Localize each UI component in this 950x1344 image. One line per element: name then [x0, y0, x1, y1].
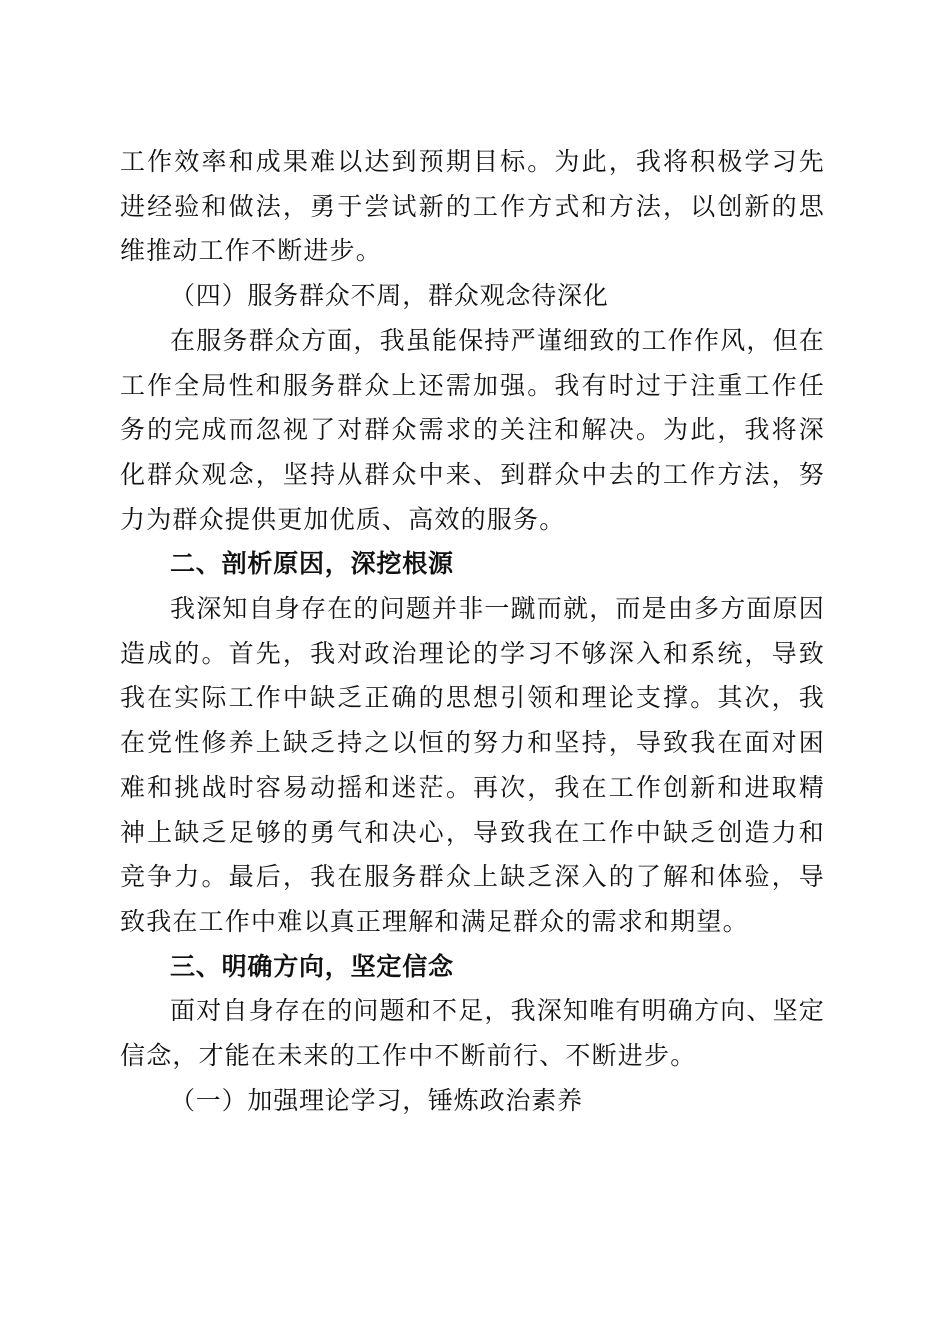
- subheading-serve-masses: （四）服务群众不周，群众观念待深化: [170, 281, 609, 311]
- paragraph-work-efficiency: 工作效率和成果难以达到预期目标。为此，我将积极学习先进经验和做法，勇于尝试新的工作方式和方法，以创新的思维推动工作不断进步。: [120, 147, 825, 266]
- document-body: [120, 140, 825, 1123]
- section-heading-direction: 三、明确方向，坚定信念: [170, 951, 454, 981]
- paragraph-serve-masses: 在服务群众方面，我虽能保持严谨细致的工作作风，但在工作全局性和服务群众上还需加强。我有时过于注重工作任务的完成而忽视了对群众需求的关注和解决。为此，我将深化群众观念，坚持从群众中来、到群众中去的工作方法，努力为群众提供更加优质、高效的服务。: [120, 325, 826, 534]
- paragraph-direction: 面对自身存在的问题和不足，我深知唯有明确方向、坚定信念，才能在未来的工作中不断前行、不断进步。: [120, 996, 826, 1071]
- paragraph-causes: 我深知自身存在的问题并非一蹴而就，而是由多方面原因造成的。首先，我对政治理论的学习不够深入和系统，导致我在实际工作中缺乏正确的思想引领和理论支撑。其次，我在党性修养上缺乏持之以恒的努力和坚持，导致我在面对困难和挑战时容易动摇和迷茫。再次，我在工作创新和进取精神上缺乏足够的勇气和决心，导致我在工作中缺乏创造力和竞争力。最后，我在服务群众上缺乏深入的了解和体验，导致我在工作中难以真正理解和满足群众的需求和期望。: [120, 594, 826, 936]
- subheading-theory-study: （一）加强理论学习，锤炼政治素养: [170, 1085, 583, 1115]
- section-heading-causes: 二、剖析原因，深挖根源: [170, 549, 454, 579]
